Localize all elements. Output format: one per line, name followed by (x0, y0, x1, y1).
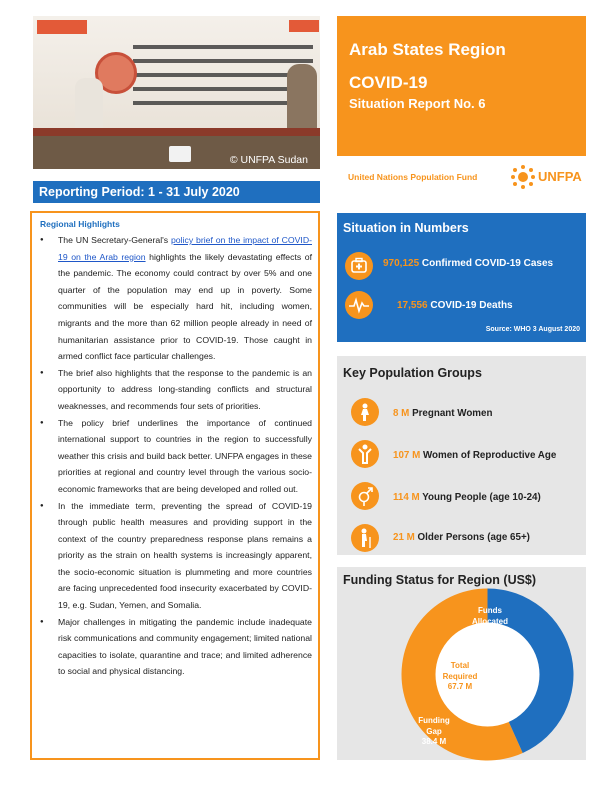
group-label: Women of Reproductive Age (420, 450, 557, 461)
funds-allocated-label (465, 606, 515, 638)
cover-photo (33, 16, 320, 169)
reporting-period: Reporting Period: 1 - 31 July 2020 (33, 181, 320, 203)
deaths-number: 17,556 (397, 300, 428, 311)
funding-title: Funding Status for Region (US$) (343, 573, 537, 587)
photo-credit: © UNFPA Sudan (229, 154, 308, 166)
situation-in-numbers (337, 213, 586, 342)
policy-brief-link[interactable]: policy brief on the impact of COVID-19 on the Arab region (58, 235, 312, 262)
report-header (337, 16, 586, 156)
highlight-item: ● The policy brief underlines the importance of continued international support to countries in the region to successfully weather this crisis and build back better. UNFPA engages in these priorities at regional and country level through the various socio-economic frameworks that are being developed and rolled out. (40, 415, 312, 498)
group-older-persons (393, 532, 530, 543)
deaths-label: COVID-19 Deaths (427, 300, 513, 311)
group-number: 21 M (393, 532, 415, 543)
highlight-item: ● Major challenges in mitigating the pandemic include inadequate risk communications and community engagement; limited national capacities to isolate, quarantine and trace; and limited adherence to social and physical distancing. (40, 614, 312, 680)
group-label: Young People (age 10-24) (419, 492, 541, 503)
region-title: Arab States Region (349, 40, 506, 59)
report-number: Situation Report No. 6 (349, 96, 486, 111)
covid-deaths (397, 300, 513, 311)
org-name: United Nations Population Fund (348, 172, 478, 182)
heartbeat-icon (345, 291, 373, 319)
older-person-icon (351, 524, 379, 552)
highlight-text: The UN Secretary-General's (58, 235, 171, 245)
situation-title: Situation in Numbers (343, 221, 469, 235)
photo-logo-mark-right (289, 20, 319, 32)
photo-bucket (169, 146, 191, 162)
highlights-title: Regional Highlights (40, 219, 120, 229)
woman-icon (351, 440, 379, 468)
total-required-label (432, 661, 488, 693)
group-number: 8 M (393, 408, 410, 419)
group-label: Pregnant Women (409, 408, 493, 419)
total-value: 67.7 M (447, 682, 473, 691)
situation-source: Source: WHO 3 August 2020 (485, 326, 580, 333)
gap-line-2: Gap (426, 726, 442, 736)
cases-label: Confirmed COVID-19 Cases (419, 258, 554, 269)
highlights-list (40, 232, 312, 680)
key-groups-title: Key Population Groups (343, 366, 482, 380)
highlight-item (40, 232, 312, 365)
pregnant-woman-icon (351, 398, 379, 426)
group-young-people (393, 492, 541, 503)
total-line-2: Required (442, 671, 478, 681)
gap-line-1: Funding (418, 716, 450, 725)
highlight-text: highlights the likely devastating effects of the pandemic. The economy could contract by over 5% and one quarter of the population may end up in poverty. Some communities will be especially hard hit, including women, migrants and the more than 62 million people already in need of humanitarian assistance prior to COVID-19. Those caught in armed conflict face particular challenges. (58, 251, 312, 362)
highlight-item: ● In the immediate term, preventing the spread of COVID-19 through public health measures and providing support in the context of the country preparedness response plans remains a priority as the strain on health systems is increasingly apparent, the socio-economic situation is plummeting and more countries are facing unprecedented food insecurity exacerbated by COVID-19, e.g. Sudan, Yemen, and Somalia. (40, 498, 312, 614)
group-label: Older Persons (age 65+) (414, 532, 530, 543)
covid-title: COVID-19 (349, 73, 428, 92)
allocated-line-1: Funds (478, 606, 502, 615)
photo-mural-writing (133, 40, 313, 110)
group-pregnant-women (393, 408, 492, 419)
unfpa-logo (510, 162, 584, 192)
medical-kit-icon (345, 252, 373, 280)
photo-logo-mark (37, 20, 87, 34)
confirmed-cases (383, 258, 553, 269)
key-population-groups (337, 356, 586, 555)
unfpa-wordmark: UNFPA (538, 169, 582, 184)
un-globe-icon (510, 164, 536, 190)
group-women-reproductive-age (393, 450, 556, 461)
gap-value: 38.4 M (421, 737, 447, 746)
photo-brick-band (33, 128, 320, 136)
funding-gap-label (410, 716, 458, 748)
allocated-value: 29.3 M (477, 627, 503, 636)
group-number: 114 M (393, 492, 420, 503)
cases-number: 970,125 (383, 258, 420, 269)
regional-highlights-box (30, 211, 320, 760)
allocated-line-2: Allocated (471, 616, 508, 626)
total-line-1: Total (450, 661, 470, 670)
highlight-item: ● The brief also highlights that the response to the pandemic is an opportunity to address long-standing conflicts and structural weaknesses, and recommends four sets of priorities. (40, 365, 312, 415)
group-number: 107 M (393, 450, 421, 461)
gender-symbols-icon (351, 482, 379, 510)
